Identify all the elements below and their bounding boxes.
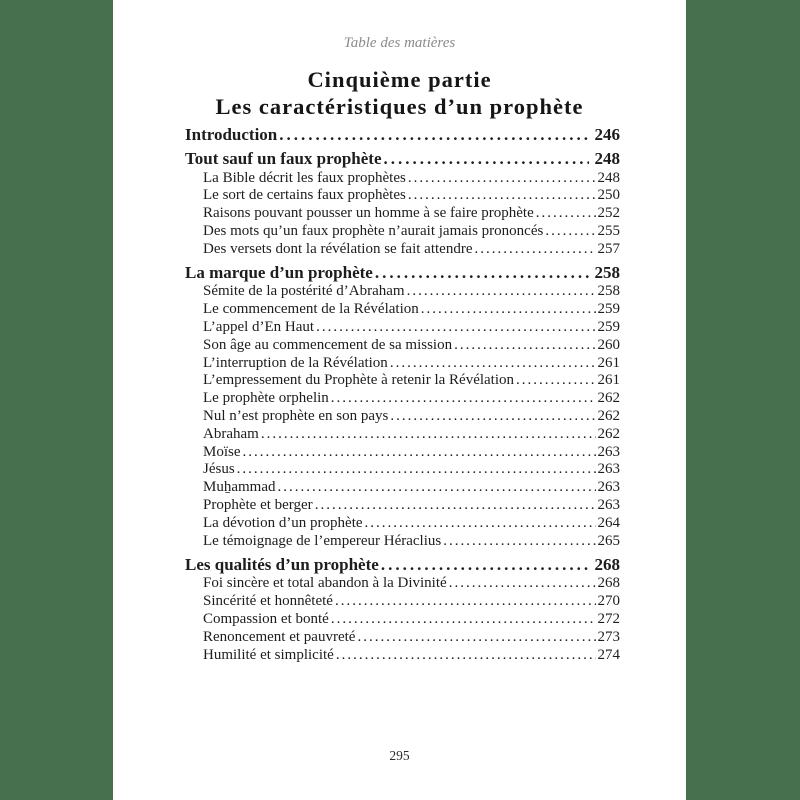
toc-entry xyxy=(185,241,620,259)
toc-entry-page: 263 xyxy=(597,443,620,460)
toc-entry-label: La dévotion d’un prophète xyxy=(203,514,363,531)
dot-leader xyxy=(382,149,589,169)
toc-entry-label: Des versets dont la révélation se fait attendre xyxy=(203,240,473,257)
dot-leader xyxy=(314,319,595,337)
toc-entry xyxy=(185,461,620,479)
toc-entry xyxy=(185,205,620,223)
toc-entry-label: Introduction xyxy=(185,124,278,144)
toc-entry-label: Son âge au commencement de sa mission xyxy=(203,336,453,353)
toc-entry-page: 250 xyxy=(597,187,620,204)
dot-leader xyxy=(329,390,596,408)
dot-leader xyxy=(472,241,595,259)
toc-entry xyxy=(185,149,620,169)
toc-entry xyxy=(185,372,620,390)
dot-leader xyxy=(406,187,596,205)
toc-entry-label: Sincérité et honnêteté xyxy=(203,593,333,610)
toc-entry xyxy=(185,223,620,241)
toc-entry xyxy=(185,170,620,188)
toc-entry-label: Nul n’est prophète en son pays xyxy=(203,408,389,425)
toc-entry-page: 261 xyxy=(597,372,620,389)
toc-entry-page: 252 xyxy=(597,205,620,222)
toc-entry xyxy=(185,301,620,319)
running-header: Table des matières xyxy=(343,35,456,51)
toc-entry xyxy=(185,611,620,629)
toc-entry-label: Des mots qu’un faux prophète n’aurait jamais prononcés xyxy=(203,222,544,239)
toc-entry-page: 268 xyxy=(597,575,620,592)
toc-entry-label: L’interruption de la Révélation xyxy=(203,354,388,371)
dot-leader xyxy=(259,426,596,444)
toc-entry-page: 248 xyxy=(597,169,620,186)
toc-entry-label: Tout sauf un faux prophète xyxy=(185,149,382,168)
dot-leader xyxy=(419,301,596,319)
toc-entry xyxy=(185,187,620,205)
part-title-line1: Cinquième partie xyxy=(307,67,492,92)
page-number: 295 xyxy=(389,748,410,763)
toc-entry-label: Humilité et simplicité xyxy=(203,646,334,663)
toc-entry-page: 258 xyxy=(594,262,620,282)
dot-leader xyxy=(441,533,595,551)
toc-entry xyxy=(185,515,620,533)
toc-entry-page: 260 xyxy=(597,336,620,353)
toc-entry-page: 263 xyxy=(597,479,620,496)
toc-entry xyxy=(185,479,620,497)
toc-entry-label: Compassion et bonté xyxy=(203,611,329,628)
toc-entry xyxy=(185,575,620,593)
dot-leader xyxy=(373,263,589,283)
toc-entry-label: La marque d’un prophète xyxy=(185,262,373,282)
toc-entry xyxy=(185,390,620,408)
toc-entry-page: 248 xyxy=(594,149,620,168)
toc-entry-page: 268 xyxy=(594,554,620,574)
part-title-line2: Les caractéristiques d’un prophète xyxy=(215,94,584,119)
toc-entry-page: 262 xyxy=(597,390,620,407)
toc-entry-label: Le prophète orphelin xyxy=(203,390,329,407)
toc-entry xyxy=(185,647,620,665)
toc-entry xyxy=(185,408,620,426)
toc-entry xyxy=(185,444,620,462)
toc-entry-label: L’appel d’En Haut xyxy=(203,319,315,336)
dot-leader xyxy=(388,408,595,426)
toc-entry-page: 262 xyxy=(597,408,620,425)
dot-leader xyxy=(388,355,596,373)
dot-leader xyxy=(241,444,596,462)
dot-leader xyxy=(277,125,588,145)
toc-entry xyxy=(185,629,620,647)
toc-entry-page: 272 xyxy=(597,611,620,628)
toc-entry xyxy=(185,263,620,283)
toc-list xyxy=(113,125,686,665)
toc-entry-label: Raisons pouvant pousser un homme à se faire prophète xyxy=(203,205,534,222)
dot-leader xyxy=(333,593,596,611)
toc-entry-label: Sémite de la postérité d’Abraham xyxy=(203,283,405,300)
toc-entry-page: 273 xyxy=(597,628,620,645)
dot-leader xyxy=(334,647,596,665)
toc-entry xyxy=(185,283,620,301)
toc-entry xyxy=(185,593,620,611)
book-page xyxy=(113,0,686,800)
toc-entry-page: 261 xyxy=(597,354,620,371)
toc-entry-label: Le commencement de la Révélation xyxy=(203,301,419,318)
toc-entry-page: 262 xyxy=(597,425,620,442)
toc-entry-page: 263 xyxy=(597,461,620,478)
toc-entry-label: L’empressement du Prophète à retenir la Révélation xyxy=(203,372,515,389)
dot-leader xyxy=(543,223,595,241)
toc-entry-page: 264 xyxy=(597,514,620,531)
dot-leader xyxy=(514,372,595,390)
toc-entry-page: 255 xyxy=(597,222,620,239)
dot-leader xyxy=(452,337,595,355)
toc-entry-label: Renoncement et pauvreté xyxy=(203,628,356,645)
dot-leader xyxy=(405,283,596,301)
toc-entry-label: La Bible décrit les faux prophètes xyxy=(203,169,406,186)
toc-entry-label: Muẖammad xyxy=(203,479,276,496)
dot-leader xyxy=(379,555,589,575)
toc-entry xyxy=(185,497,620,515)
toc-entry-page: 257 xyxy=(597,240,620,257)
dot-leader xyxy=(363,515,596,533)
toc-entry-label: Abraham xyxy=(203,425,259,442)
dot-leader xyxy=(406,170,596,188)
toc-entry-page: 259 xyxy=(597,319,620,336)
toc-entry xyxy=(185,337,620,355)
toc-entry xyxy=(185,125,620,145)
dot-leader xyxy=(534,205,596,223)
dot-leader xyxy=(276,479,596,497)
toc-entry-page: 270 xyxy=(597,593,620,610)
toc-entry xyxy=(185,319,620,337)
toc-entry-label: Le sort de certains faux prophètes xyxy=(203,187,406,204)
toc-entry-page: 263 xyxy=(597,497,620,514)
toc-entry-page: 246 xyxy=(594,124,620,144)
dot-leader xyxy=(355,629,595,647)
dot-leader xyxy=(447,575,596,593)
toc-entry xyxy=(185,533,620,551)
toc-entry-label: Jésus xyxy=(203,461,235,478)
toc-entry-page: 258 xyxy=(597,283,620,300)
toc-entry-label: Prophète et berger xyxy=(203,497,313,514)
toc-entry-page: 274 xyxy=(597,646,620,663)
toc-entry-label: Moïse xyxy=(203,443,241,460)
dot-leader xyxy=(313,497,596,515)
toc-entry xyxy=(185,426,620,444)
toc-entry xyxy=(185,355,620,373)
toc-entry xyxy=(185,555,620,575)
toc-entry-label: Les qualités d’un prophète xyxy=(185,554,379,574)
dot-leader xyxy=(329,611,596,629)
dot-leader xyxy=(235,461,596,479)
toc-entry-label: Le témoignage de l’empereur Héraclius xyxy=(203,532,442,549)
toc-entry-page: 259 xyxy=(597,301,620,318)
part-title xyxy=(113,66,686,120)
toc-entry-label: Foi sincère et total abandon à la Divinité xyxy=(203,575,447,592)
toc-entry-page: 265 xyxy=(597,532,620,549)
